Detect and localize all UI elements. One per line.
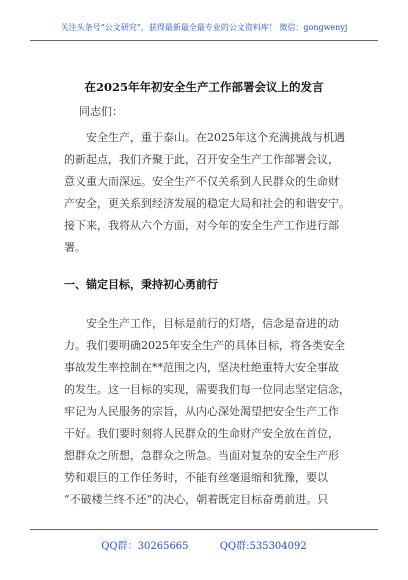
footer-divider	[30, 529, 378, 530]
paragraph-line: 意义重大而深远。安全生产不仅关系到人民群众的生命财	[64, 175, 339, 188]
footer	[0, 537, 408, 552]
paragraph-line: 安全生产，重于泰山。在2025年这个充满挑战与机遇	[86, 131, 345, 144]
header-divider	[30, 40, 378, 41]
section-heading-1: 一、锚定目标，秉持初心勇前行	[64, 278, 218, 291]
paragraph-line: 产安全，更关系到经济发展的稳定大局和社会的和谐安宁。	[64, 197, 350, 210]
footer-qq-group-2: QQ群:535304092	[219, 541, 307, 552]
paragraph-line: 牢记为人民服务的宗旨，从内心深处渴望把安全生产工作	[64, 405, 339, 418]
salutation: 同志们：	[79, 105, 123, 118]
paragraph-line: “不破楼兰终不还”的决心，朝着既定目标奋勇前进。只	[64, 493, 329, 506]
document-title: 在2025年年初安全生产工作部署会议上的发言	[84, 80, 324, 94]
paragraph-line: 的发生。这一目标的实现，需要我们每一位同志坚定信念，	[64, 383, 350, 396]
paragraph-line: 接下来，我将从六个方面，对今年的安全生产工作进行部	[64, 219, 339, 232]
paragraph-line: 想群众之所想，急群众之所急。当面对复杂的安全生产形	[64, 449, 339, 462]
paragraph-line: 干好。我们要时刻将人民群众的生命财产安全放在首位，	[64, 427, 339, 440]
paragraph-line: 的新起点，我们齐聚于此，召开安全生产工作部署会议，	[64, 153, 339, 166]
paragraph-line: 安全生产工作，目标是前行的灯塔，信念是奋进的动	[86, 317, 339, 330]
footer-qq-group-1: QQ群：30265665	[101, 541, 189, 552]
paragraph-line: 署。	[64, 241, 86, 254]
paragraph-line: 势和艰巨的工作任务时，不能有丝毫退缩和犹豫，要以	[64, 471, 328, 484]
header-banner: 关注头条号“公文研究”，获得最新最全最专业的公文资料库！ 微信：gongwenyj	[60, 23, 348, 32]
paragraph-intro	[64, 127, 350, 259]
paragraph-line: 力。我们要明确2025年安全生产的具体目标，将各类安全	[64, 339, 345, 352]
paragraph-section-1	[64, 313, 350, 511]
paragraph-line: 事故发生率控制在**范围之内，坚决杜绝重特大安全事故	[64, 361, 339, 374]
